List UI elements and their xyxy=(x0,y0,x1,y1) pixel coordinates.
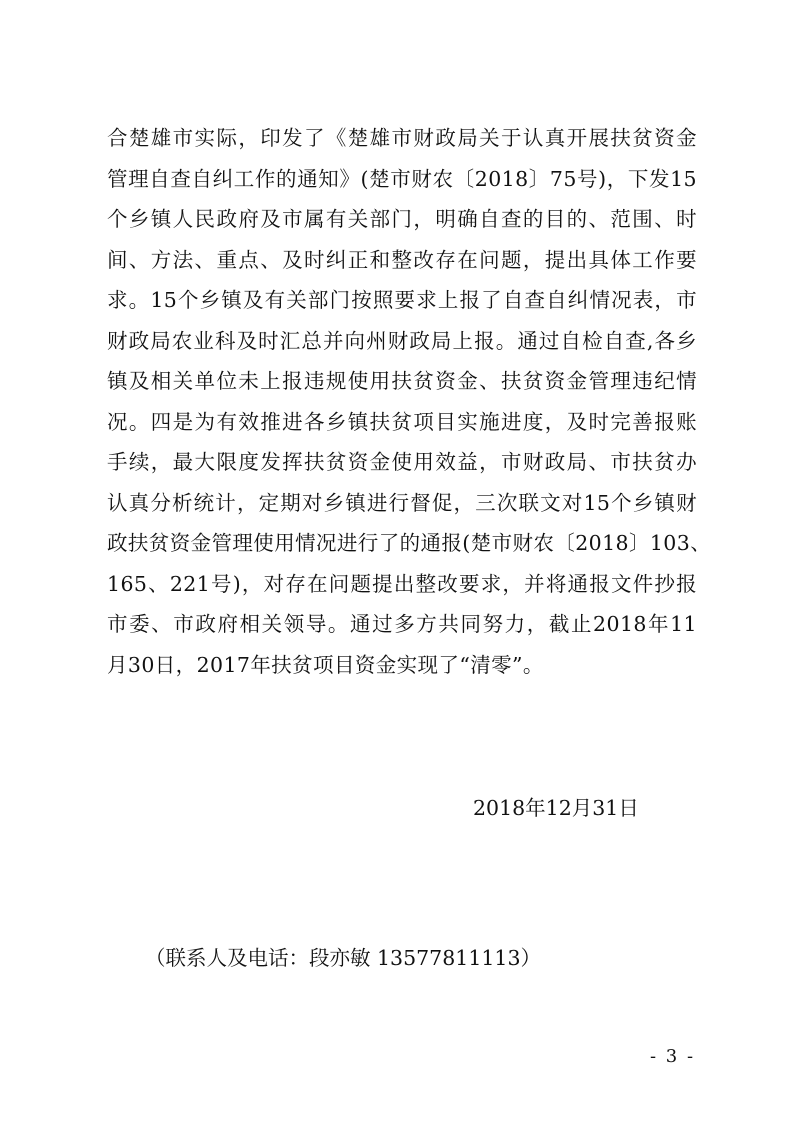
text-line: 月30日，2017年扶贫项目资金实现了“清零”。 xyxy=(107,652,544,677)
page-number: - 3 - xyxy=(650,1046,696,1067)
text-line: 个乡镇人民政府及市属有关部门，明确自查的目的、范围、时 xyxy=(107,207,697,231)
text-line: 165、221号)，对存在问题提出整改要求，并将通报文件抄报 xyxy=(107,571,697,596)
text-line: 财政局农业科及时汇总并向州财政局上报。通过自检自查,各乡 xyxy=(107,328,697,353)
text-line: 镇及相关单位未上报违规使用扶贫资金、扶贫资金管理违纪情 xyxy=(107,369,697,393)
document-date: 2018年12月31日 xyxy=(473,796,639,820)
text-line: 合楚雄市实际，印发了《楚雄市财政局关于认真开展扶贫资金 xyxy=(107,126,697,150)
text-line: 手续，最大限度发挥扶贫资金使用效益，市财政局、市扶贫办 xyxy=(107,450,697,474)
text-line: 市委、市政府相关领导。通过多方共同努力，截止2018年11 xyxy=(107,612,697,636)
text-line: 认真分析统计，定期对乡镇进行督促，三次联文对15个乡镇财 xyxy=(107,490,697,515)
body-paragraph xyxy=(107,118,712,685)
text-line: 政扶贫资金管理使用情况进行了的通报(楚市财农〔2018〕103、 xyxy=(107,531,712,555)
contact-info: （联系人及电话：段亦敏 13577811113） xyxy=(145,946,541,970)
text-line: 管理自查自纠工作的通知》(楚市财农〔2018〕75号)，下发15 xyxy=(107,166,697,191)
text-line: 间、方法、重点、及时纠正和整改存在问题，提出具体工作要 xyxy=(107,247,697,272)
text-line: 求。15个乡镇及有关部门按照要求上报了自查自纠情况表，市 xyxy=(107,288,697,312)
text-line: 况。四是为有效推进各乡镇扶贫项目实施进度，及时完善报账 xyxy=(107,409,697,434)
